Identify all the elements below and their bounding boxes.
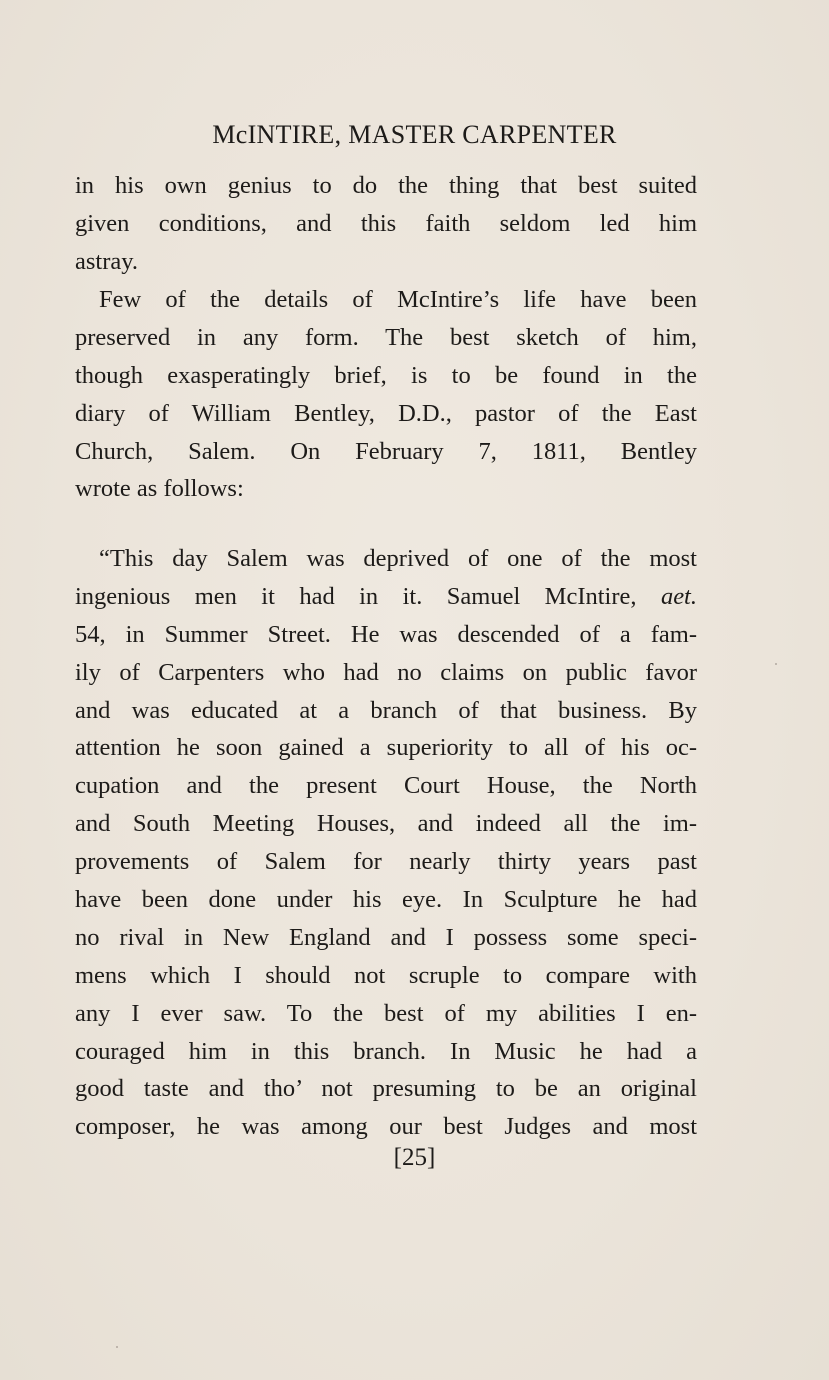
page-number: [25] [393,1144,436,1171]
text-line: wrote as follows: [75,475,244,503]
text-line: cupation and the present Court House, the North [75,772,697,800]
text-line: “This day Salem was deprived of one of the most [99,545,697,572]
paragraph-2 [75,281,697,508]
text-line: diary of William Bentley, D.D., pastor of the East [75,399,697,427]
paragraph-1 [75,167,697,281]
paper-speck [116,1346,118,1348]
text-line: and South Meeting Houses, and indeed all the im- [75,810,697,838]
text-line: any I ever saw. To the best of my abilities I en- [75,999,697,1027]
text-line: mens which I should not scruple to compare with [75,961,697,989]
text-line: in his own genius to do the thing that best suited [75,172,697,199]
text-line: have been done under his eye. In Sculpture he had [75,886,697,914]
paper-speck [775,663,777,665]
text-line: astray. [75,247,139,275]
paragraph-3-quotation [75,540,697,1146]
text-line: given conditions, and this faith seldom led him [75,209,697,237]
text-line: preserved in any form. The best sketch of him, [75,323,697,351]
text-line: ingenious men it had in it. Samuel McIntire, aet. [75,582,697,610]
text-line: 54, in Summer Street. He was descended of a fam- [75,620,697,648]
text-line: composer, he was among our best Judges and most [75,1113,697,1141]
text-line: ily of Carpenters who had no claims on public favor [75,658,697,686]
text-line: no rival in New England and I possess some speci- [75,923,697,951]
text-line: though exasperatingly brief, is to be found in the [75,361,697,389]
text-line: provements of Salem for nearly thirty years past [75,848,697,876]
running-head: McINTIRE, MASTER CARPENTER [212,120,617,149]
text-line: good taste and tho’ not presuming to be an original [75,1075,697,1103]
text-line: Church, Salem. On February 7, 1811, Bentley [75,437,697,465]
text-line: Few of the details of McIntire’s life have been [99,286,697,313]
text-line: and was educated at a branch of that business. By [75,696,697,724]
text-line: attention he soon gained a superiority to all of his oc- [75,734,697,762]
text-line: couraged him in this branch. In Music he had a [75,1037,697,1065]
